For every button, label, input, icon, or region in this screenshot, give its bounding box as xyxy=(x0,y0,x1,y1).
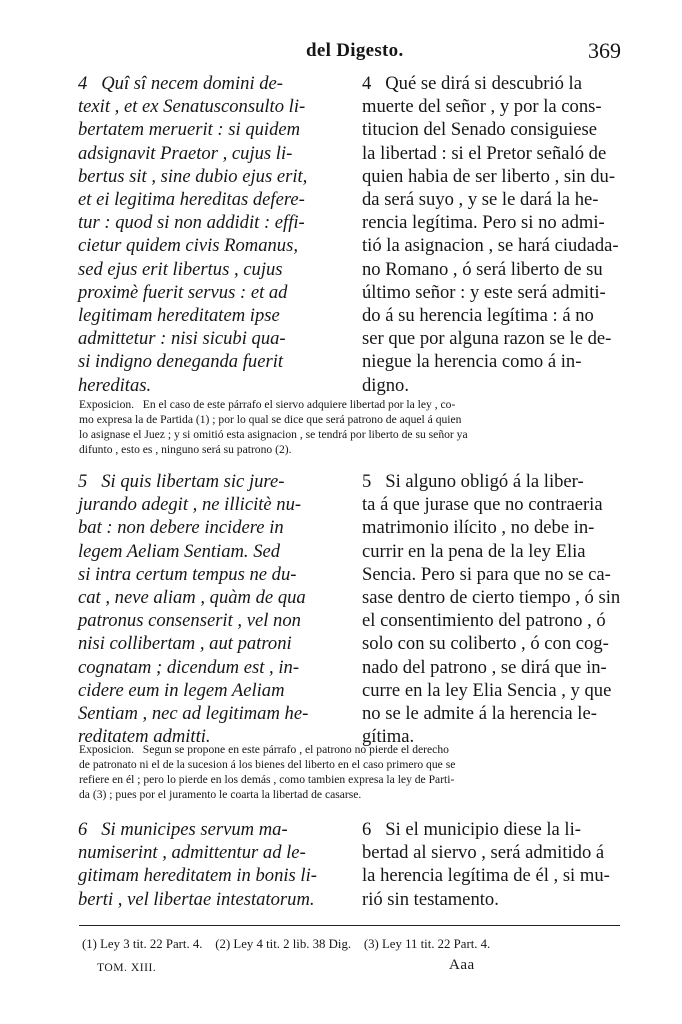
footnote-divider xyxy=(79,925,620,926)
latin-paragraph-4: 4 Quî sî necem domini de- texit , et ex Senatusconsulto li- bertatem meruerit : si quidem adsignavit Praetor , cujus li- bertus sit , sine dubio ejus erit, et ei legitima hereditas defere- tur : quod si non addidit : effi- cietur quidem civis Romanus, sed ejus erit libertus , cujus proximè fuerit servus : et ad legitimam hereditatem ipse admittetur : nisi sicubi qua- si indigno deneganda fuerit hereditas. xyxy=(78,73,308,396)
spanish-paragraph-4: 4 Qué se dirá si descubrió la muerte del señor , y por la cons- titucion del Senado consiguiese la libertad : si el Pretor señaló de quien habia de ser liberto , sin du- da será suyo , y se le dará la he- rencia legítima. Pero si no admi- tió la asignacion , se hará ciudada- no Romano , ó será liberto de su último señor : y este será admiti- do á su herencia legítima : á no ser que por alguna razon se le de- niegue la herencia como á in- digno. xyxy=(362,73,619,396)
spanish-paragraph-5: 5 Si alguno obligó á la liber- ta á que jurase que no contraeria matrimonio ilícito , no debe in- currir en la pena de la ley Elia Sencia. Pero si para que no se ca- sase dentro de cierto tiempo , ó sin el consentimiento del patrono , ó solo con su coliberto , ó con cog- nado del patrono , se dirá que in- curre en la ley Elia Sencia , y que no se le admite á la herencia le- gítima. xyxy=(362,471,621,748)
exposition-note-5: Exposicion. Segun se propone en este párrafo , el patrono no pierde el derecho de patronato ni el de la sucesion á los bienes del liberto en el caso primero que se refiere en él ; pero lo pierde en los demás , como tambien expresa la ley de Parti- da (3) ; pues por el juramento le coarta la libertad de casarse. xyxy=(79,743,456,801)
signature-mark: Aaa xyxy=(449,957,475,973)
exposition-note-4: Exposicion. En el caso de este párrafo el siervo adquiere libertad por la ley , co- mo expresa la de Partida (1) ; por lo qual se dice que será patrono de aquel á quien lo asignase el Juez ; y si omitió esta asignacion , se tendrá por liberto de su señor ya difunto , esto es , ninguno será su patrono (2). xyxy=(79,398,468,456)
page-number: 369 xyxy=(588,38,621,63)
volume-label: TOM. XIII. xyxy=(97,961,157,974)
latin-paragraph-6: 6 Si municipes servum ma- numiserint , admittentur ad le- gitimam hereditatem in bonis li- berti , vel libertae intestatorum. xyxy=(78,819,317,910)
spanish-paragraph-6: 6 Si el municipio diese la li- bertad al siervo , será admitido á la herencia legítima de él , si mu- rió sin testamento. xyxy=(362,819,610,910)
latin-paragraph-5: 5 Si quis libertam sic jure- jurando adegit , ne illicitè nu- bat : non debere incidere in legem Aeliam Sentiam. Sed si intra certum tempus ne du- cat , neve aliam , quàm de qua patronus consenserit , vel non nisi collibertam , aut patroni cognatam ; dicendum est , in- cidere eum in legem Aeliam Sentiam , nec ad legitimam he- reditatem admitti. xyxy=(78,471,309,748)
footnotes: (1) Ley 3 tit. 22 Part. 4. (2) Ley 4 tit. 2 lib. 38 Dig. (3) Ley 11 tit. 22 Part. 4. xyxy=(82,937,491,951)
running-head: del Digesto. xyxy=(306,40,404,61)
